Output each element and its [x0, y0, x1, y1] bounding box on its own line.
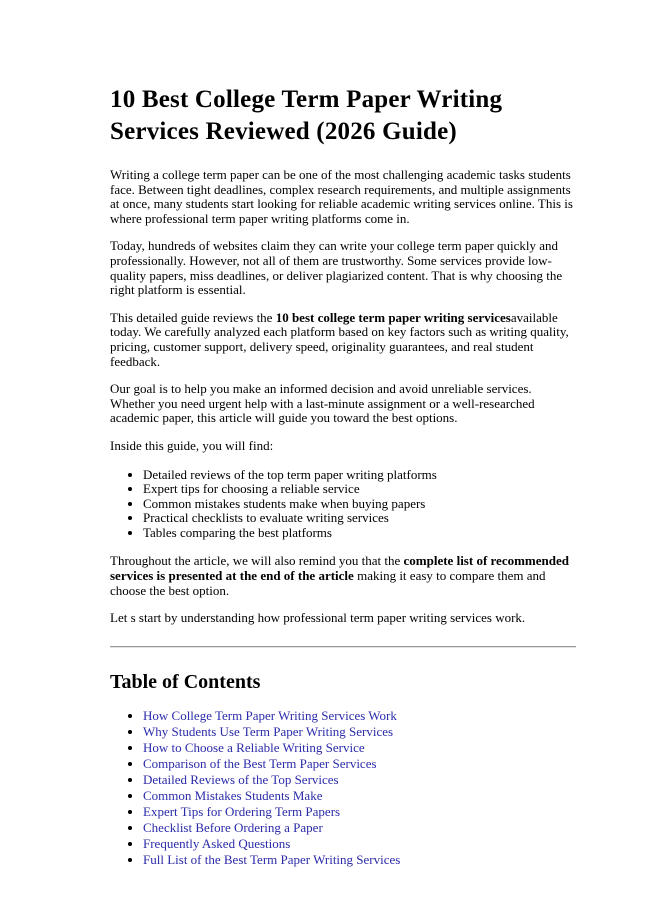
article-content	[110, 0, 576, 881]
text-run: Let s start by understanding how professional term paper writing services work.	[110, 610, 526, 626]
list-item: • Expert tips for choosing a reliable service	[143, 482, 576, 497]
section-divider	[110, 646, 576, 648]
text-run: Inside this guide, you will find:	[110, 437, 274, 453]
toc-item	[143, 741, 576, 756]
toc-link[interactable]: Frequently Asked Questions	[143, 835, 291, 851]
page-title: 10 Best College Term Paper Writing Services Reviewed (2026 Guide)	[110, 86, 503, 145]
toc-link[interactable]: Full List of the Best Term Paper Writing Services	[143, 851, 401, 867]
toc-link[interactable]: How to Choose a Reliable Writing Service	[143, 739, 365, 755]
intro-paragraph-1	[110, 168, 576, 226]
text-run: Today, hundreds of websites claim they can write your college term paper quickly and professionally. However, not all of them are trustworthy. Some services provide low-quality papers, miss deadlines, or deliver plagiarized content. That is why choosing the right platform is essential.	[110, 238, 563, 298]
toc-item	[143, 709, 576, 724]
bold-text-run: complete list of recommended services is presented at the end of the article	[110, 553, 569, 584]
toc-item	[143, 805, 576, 820]
bold-text-run: 10 best college term paper writing services	[275, 309, 511, 325]
toc-item	[143, 853, 576, 868]
toc-link[interactable]: Checklist Before Ordering a Paper	[143, 819, 323, 835]
toc-item	[143, 757, 576, 772]
guide-list-lead-in	[110, 439, 576, 454]
text-run: making it easy to compare them and choose the best option.	[110, 568, 546, 598]
closing-paragraph-2	[110, 611, 576, 626]
toc-link[interactable]: Detailed Reviews of the Top Services	[143, 771, 339, 787]
guide-contents-list	[110, 468, 576, 541]
list-item: • Common mistakes students make when buying papers	[143, 497, 576, 512]
text-run: available today. We carefully analyzed each platform based on key factors such as writing quality, pricing, customer support, delivery speed, originality guarantees, and real student feedback.	[110, 309, 569, 369]
toc-link[interactable]: Expert Tips for Ordering Term Papers	[143, 803, 341, 819]
text-run: Writing a college term paper can be one of the most challenging academic tasks students face. Between tight deadlines, complex research requirements, and multiple assignments at once, many students start looking for reliable academic writing services online. This is where professional term paper writing platforms come in.	[110, 167, 573, 226]
closing-paragraph-1	[110, 554, 576, 598]
toc-heading: Table of Contents	[110, 670, 261, 693]
list-item: • Tables comparing the best platforms	[143, 526, 576, 541]
intro-paragraph-2	[110, 239, 576, 297]
list-item: • Practical checklists to evaluate writing services	[143, 511, 576, 526]
text-run: This detailed guide reviews the	[110, 309, 276, 325]
text-run: Throughout the article, we will also remind you that the	[110, 553, 404, 569]
toc-item	[143, 773, 576, 788]
toc-item	[143, 821, 576, 836]
toc-list	[110, 709, 576, 867]
toc-item	[143, 837, 576, 852]
text-run: Our goal is to help you make an informed decision and avoid unreliable services. Whether you need urgent help with a last-minute assignment or a well-researched academic paper, this article will guide you toward the best options.	[110, 381, 535, 426]
toc-link[interactable]: Comparison of the Best Term Paper Services	[143, 755, 377, 771]
toc-link[interactable]: Why Students Use Term Paper Writing Services	[143, 723, 394, 739]
toc-item	[143, 789, 576, 804]
toc-link[interactable]: Common Mistakes Students Make	[143, 787, 323, 803]
intro-paragraph-3	[110, 311, 576, 369]
toc-link[interactable]: How College Term Paper Writing Services Work	[143, 707, 397, 723]
toc-item	[143, 725, 576, 740]
intro-paragraph-4	[110, 382, 576, 426]
list-item: • Detailed reviews of the top term paper writing platforms	[143, 468, 576, 483]
